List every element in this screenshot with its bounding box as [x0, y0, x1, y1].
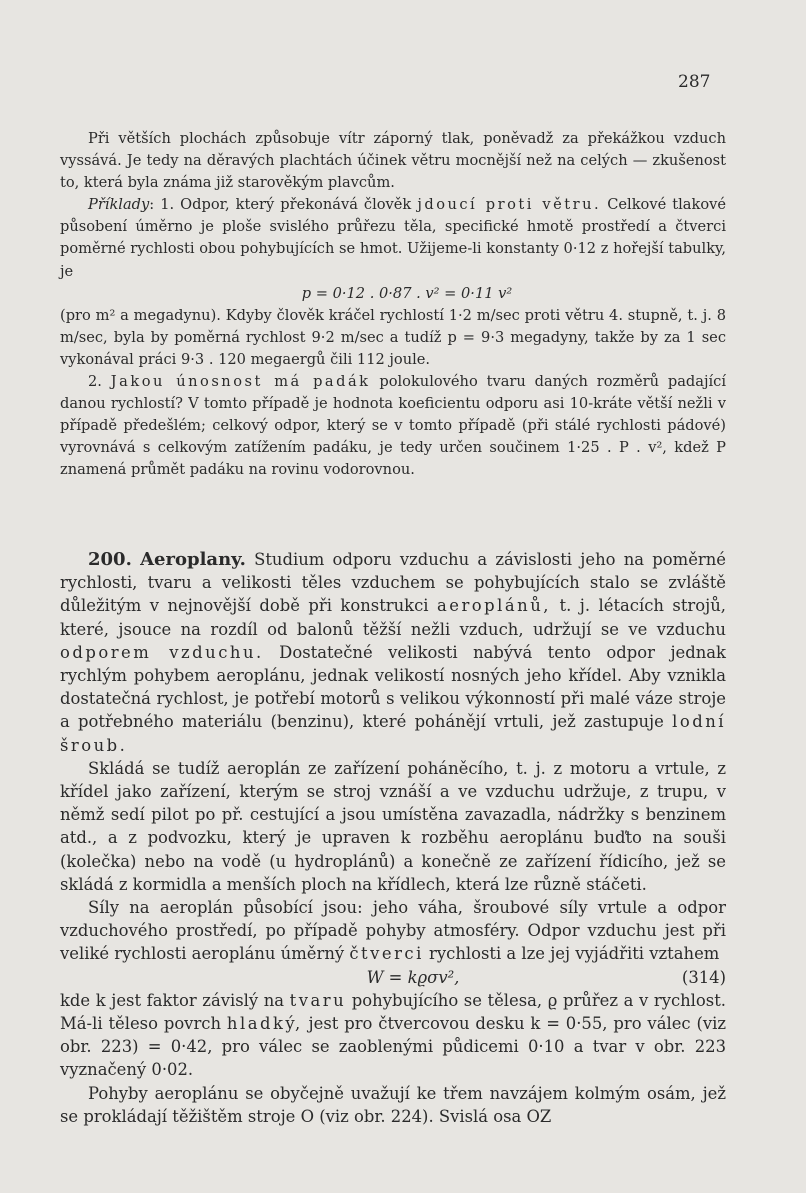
- forces-text-a: Síly na aeroplán působící jsou: jeho váha, šroubové síly vrtule a odpor vzduchového prostředí, po případě pohyby atmosféry. Odpor vzduchu jest při veliké rychlosti aeroplánu úměrný: [60, 898, 726, 964]
- coef-text-b: pohybujícího se tělesa, ϱ průřez a v rychlost. Má-li těleso povrch: [60, 990, 727, 1034]
- paragraph-wind-pressure: Při větších plochách způsobuje vítr záporný tlak, poněvadž za překážkou vzduch vyssává. Je tedy na děravých plachtách účinek větru mocnější než na celých — zkušenost to, která byla známa již starověkým plavcům.: [60, 130, 726, 192]
- paragraph-axes: Pohyby aeroplánu se obyčejně uvažují ke třem navzájem kolmým osám, jež se prokládají těžištěm stroje O (viz obr. 224). Svislá osa OZ: [60, 1083, 726, 1126]
- spaced-term: tvaru: [289, 990, 347, 1010]
- section-number: 200.: [88, 549, 132, 570]
- paragraph-components: Skládá se tudíž aeroplán ze zařízení poháněcího, t. j. z motoru a vrtule, z křídel jako zařízení, kterým se stroj vznáší a ve vzduchu udržuje, z trupu, v němž sedí pilot po př. cestující a jsou umístěna zavazadla, nádržky s benzinem atd., a z podvozku, který je upraven k rozběhu aeroplánu buďto na souši (kolečka) nebo na vodě (u hydroplánů) a konečně ze zařízení řídicího, jež se skládá z kormidla a menších ploch na křídlech, která lze různě stáčeti.: [60, 758, 726, 894]
- example-2-text: polokulového tvaru daných rozměrů padající danou rychlostí? V tomto případě je hodnota koeficientu odporu asi 10-kráte větší nežli v případě předešlém; celkový odpor, který se v tomto případě (při stálé rychlosti pádové) vyrovnává s celkovým zatížením padáku, je tedy určen součinem 1·25 . P . v², kdež P znamená průmět padáku na rovinu vodorovnou.: [60, 373, 727, 479]
- paragraph-example-1: [60, 194, 726, 282]
- intro-text-c: Dostatečné velikosti nabývá tento odpor jednak rychlým pohybem aeroplánu, jednak velikostí nosných jeho křídel. Aby vznikla dostatečná rychlost, je potřebí motorů s velikou výkonností při malé váze stroje a potřebného materiálu (benzinu), které pohánějí vrtuli, jež zastupuje: [60, 642, 726, 732]
- equation-pressure: p = 0·12 . 0·87 . v² = 0·11 v²: [301, 284, 513, 302]
- spaced-term: čtverci: [349, 944, 424, 964]
- example-1-intro: : 1. Odpor, který překonává člověk: [149, 196, 412, 214]
- spaced-term: lodní šroub.: [60, 712, 726, 755]
- example-2-number: 2.: [88, 373, 102, 391]
- equation-314: [60, 966, 726, 989]
- intro-text-a: Studium odporu vzduchu a závislosti jeho na poměrné rychlosti, tvaru a velikosti těles vzduchem se pohybujících stalo se zvláště důležitým v nejnovější době při konstrukci: [60, 550, 726, 616]
- spaced-term: aeroplánů,: [437, 596, 552, 616]
- equation-formula: W = kϱσv²,: [366, 967, 460, 987]
- coef-text-c: jest pro čtvercovou desku k = 0·55, pro válec (viz obr. 223) = 0·42, pro válec se zaoblenými půdicemi 0·10 a tvar v obr. 223 vyznačený 0·02.: [60, 1014, 726, 1080]
- paragraph-coefficients: [60, 989, 726, 1082]
- spaced-term: hladký,: [226, 1014, 303, 1034]
- section-200: [60, 548, 726, 1128]
- spaced-term: jdoucí proti větru.: [417, 196, 602, 214]
- coef-text-a: kde k jest faktor závislý na: [60, 990, 290, 1010]
- spaced-term: odporem vzduchu.: [60, 642, 264, 662]
- small-print-block: [60, 128, 726, 482]
- intro-text-b: t. j. létacích strojů, které, jsouce na rozdíl od balonů těžší nežli vzduch, udržují se ve vzduchu: [60, 596, 726, 639]
- paragraph-forces: [60, 896, 726, 966]
- example-1-text: Celkové tlakové působení úměrno je ploše svislého průřezu těla, specifické hmotě prostředí a čtverci poměrné rychlosti obou pohybujících se hmot. Užijeme-li konstanty 0·12 z hořejší tabulky, je: [60, 196, 726, 280]
- paragraph-example-2: [60, 371, 726, 481]
- spaced-term: Jakou únosnost má padák: [110, 373, 371, 391]
- examples-label: Příklady: [88, 196, 150, 214]
- section-title: Aeroplany.: [140, 549, 246, 570]
- forces-text-b: rychlosti a lze jej vyjádřiti vztahem: [423, 944, 720, 964]
- page-number: 287: [678, 72, 711, 92]
- paragraph-aeroplanes-intro: [60, 548, 726, 757]
- equation-number: (314): [681, 967, 726, 987]
- paragraph-example-1-cont: (pro m² a megadynu). Kdyby člověk kráčel rychlostí 1·2 m/sec proti větru 4. stupně, t. j. 8 m/sec, byla by poměrná rychlost 9·2 m/sec a tudíž p = 9·3 megadyny, takže by za 1 sec vykonával práci 9·3 . 120 megaergů čili 112 joule.: [60, 306, 726, 368]
